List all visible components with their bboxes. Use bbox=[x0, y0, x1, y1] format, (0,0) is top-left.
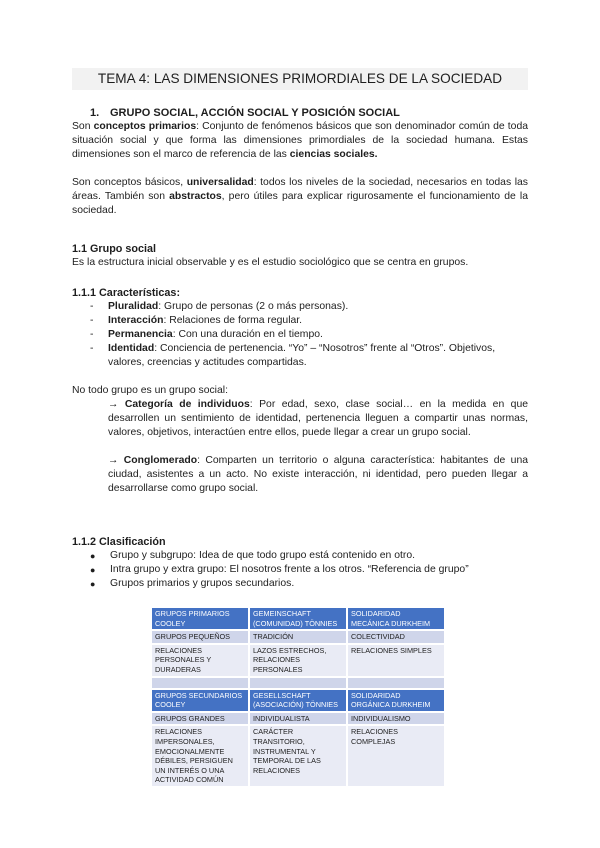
paragraph-conceptos-primarios bbox=[72, 120, 528, 162]
arrow-icon: → bbox=[108, 399, 119, 410]
section-1 bbox=[72, 106, 528, 218]
categoria-individuos-paragraph bbox=[72, 398, 528, 440]
text-run: : Por edad, sexo, clase social… en la medida en que desarrollen un sentimiento de identidad, pertenencia lleguen a compartir unas normas, valores, objetivos, interactúen entre ellos, puede llegar a crear un grupo social. bbox=[108, 399, 529, 438]
list-item bbox=[72, 577, 528, 591]
table-cell: INDIVIDUALISTA bbox=[250, 713, 346, 725]
text-run: : Conjunto de fenómenos básicos que son denominador común de toda situación social y que forma las dimensiones primordiales de la sociedad humana. Estas dimensiones son el marco de referencia de las bbox=[72, 121, 528, 160]
text-run: : todos los niveles de la sociedad, necesarios en todas las áreas. También son bbox=[72, 177, 528, 202]
table-cell: LAZOS ESTRECHOS, RELACIONES PERSONALES bbox=[250, 645, 346, 676]
list-item bbox=[72, 342, 528, 370]
term-categoria-individuos: Categoría de individuos bbox=[124, 399, 250, 410]
list-term: Interacción bbox=[108, 315, 164, 326]
table-cell: GRUPOS PEQUEÑOS bbox=[152, 631, 248, 643]
table-cell: RELACIONES SIMPLES bbox=[348, 645, 444, 676]
table-cell: RELACIONES COMPLEJAS bbox=[348, 726, 444, 786]
list-term: Permanencia bbox=[108, 329, 173, 340]
list-item bbox=[72, 314, 528, 328]
table-header-cell: GESELLSCHAFT (ASOCIACIÓN) TÖNNIES bbox=[250, 690, 346, 711]
list-desc: : Con una duración en el tiempo. bbox=[172, 329, 323, 340]
classification-list bbox=[72, 549, 528, 591]
table-header-cell: SOLIDARIDAD MECÁNICA DURKHEIM bbox=[348, 608, 444, 629]
not-all-groups-text: No todo grupo es un grupo social: bbox=[72, 385, 228, 396]
dash-marker: - bbox=[90, 329, 94, 340]
table-spacer-cell bbox=[250, 678, 346, 688]
table-cell: RELACIONES PERSONALES Y DURADERAS bbox=[152, 645, 248, 676]
table-header-row bbox=[152, 690, 444, 711]
table-header-cell: GEMEINSCHAFT (COMUNIDAD) TÖNNIES bbox=[250, 608, 346, 629]
table-row bbox=[152, 713, 444, 725]
text-run: Son conceptos básicos, bbox=[72, 177, 187, 188]
table-header-cell: GRUPOS PRIMARIOS COOLEY bbox=[152, 608, 248, 629]
table-row bbox=[152, 645, 444, 676]
table-cell: CARÁCTER TRANSITORIO, INSTRUMENTAL Y TEMPORAL DE LAS RELACIONES bbox=[250, 726, 346, 786]
table-cell: GRUPOS GRANDES bbox=[152, 713, 248, 725]
conglomerado-paragraph bbox=[72, 454, 528, 496]
classification-table bbox=[150, 606, 446, 788]
term-ciencias-sociales: ciencias sociales. bbox=[289, 149, 378, 160]
term-conceptos-primarios: conceptos primarios bbox=[93, 121, 197, 132]
list-item bbox=[72, 328, 528, 342]
table-row bbox=[152, 726, 444, 786]
bullet-icon: ● bbox=[90, 551, 96, 561]
subsection-1-1-2 bbox=[72, 535, 528, 591]
list-term: Identidad bbox=[108, 343, 155, 354]
table-header-cell: GRUPOS SECUNDARIOS COOLEY bbox=[152, 690, 248, 711]
table-cell: TRADICIÓN bbox=[250, 631, 346, 643]
list-item bbox=[72, 563, 528, 577]
text-run: : Comparten un territorio o alguna característica: habitantes de una ciudad, asistentes a un acto. No existe interacción, ni identidad, pero pueden llegar a desarrollarse como grupo social. bbox=[108, 455, 528, 494]
table-spacer-cell bbox=[152, 678, 248, 688]
bullet-icon: ● bbox=[90, 579, 96, 589]
subsection-1-1 bbox=[72, 242, 528, 270]
table-spacer-cell bbox=[348, 678, 444, 688]
subsection-1-1-1-heading: 1.1.1 Características: bbox=[72, 287, 181, 299]
characteristics-list bbox=[72, 300, 528, 370]
table-cell: RELACIONES IMPERSONALES, EMOCIONALMENTE DÉBILES, PERSIGUEN UN INTERÉS O UNA ACTIVIDAD COMÚN bbox=[152, 726, 248, 786]
section-1-title: GRUPO SOCIAL, ACCIÓN SOCIAL Y POSICIÓN SOCIAL bbox=[110, 107, 400, 119]
list-text: Intra grupo y extra grupo: El nosotros frente a los otros. “Referencia de grupo” bbox=[110, 564, 469, 575]
dash-marker: - bbox=[90, 301, 94, 312]
term-conglomerado: Conglomerado bbox=[123, 455, 198, 466]
list-item bbox=[72, 300, 528, 314]
section-1-heading bbox=[72, 106, 528, 120]
bullet-icon: ● bbox=[90, 565, 96, 575]
subsection-1-1-1 bbox=[72, 286, 528, 496]
table-cell: INDIVIDUALISMO bbox=[348, 713, 444, 725]
page-title: TEMA 4: LAS DIMENSIONES PRIMORDIALES DE LA SOCIEDAD bbox=[72, 68, 528, 90]
list-text: Grupos primarios y grupos secundarios. bbox=[110, 578, 295, 589]
list-desc: : Grupo de personas (2 o más personas). bbox=[158, 301, 349, 312]
table-row bbox=[152, 631, 444, 643]
paragraph-conceptos-basicos bbox=[72, 176, 528, 218]
dash-marker: - bbox=[90, 315, 94, 326]
subsection-1-1-2-heading: 1.1.2 Clasificación bbox=[72, 536, 166, 548]
list-text: Grupo y subgrupo: Idea de que todo grupo está contenido en otro. bbox=[110, 550, 416, 561]
arrow-icon: → bbox=[108, 455, 119, 466]
table-spacer-row bbox=[152, 678, 444, 688]
subsection-1-1-heading: 1.1 Grupo social bbox=[72, 243, 157, 255]
text-run: Son bbox=[72, 121, 94, 132]
table-header-cell: SOLIDARIDAD ORGÁNICA DURKHEIM bbox=[348, 690, 444, 711]
list-term: Pluralidad bbox=[108, 301, 159, 312]
term-universalidad: universalidad bbox=[186, 177, 254, 188]
table-header-row bbox=[152, 608, 444, 629]
list-item bbox=[72, 549, 528, 563]
text-run: , pero útiles para explicar rigurosamente el funcionamiento de la sociedad. bbox=[72, 191, 528, 216]
subsection-1-1-text: Es la estructura inicial observable y es el estudio sociológico que se centra en grupos. bbox=[72, 257, 469, 268]
list-desc: : Conciencia de pertenencia. “Yo” – “Nosotros” frente al “Otros”. Objetivos, valores, creencias y actitudes compartidas. bbox=[108, 343, 496, 368]
term-abstractos: abstractos bbox=[169, 191, 222, 202]
section-1-number: 1. bbox=[90, 107, 100, 119]
list-desc: : Relaciones de forma regular. bbox=[163, 315, 303, 326]
table-cell: COLECTIVIDAD bbox=[348, 631, 444, 643]
dash-marker: - bbox=[90, 343, 94, 354]
